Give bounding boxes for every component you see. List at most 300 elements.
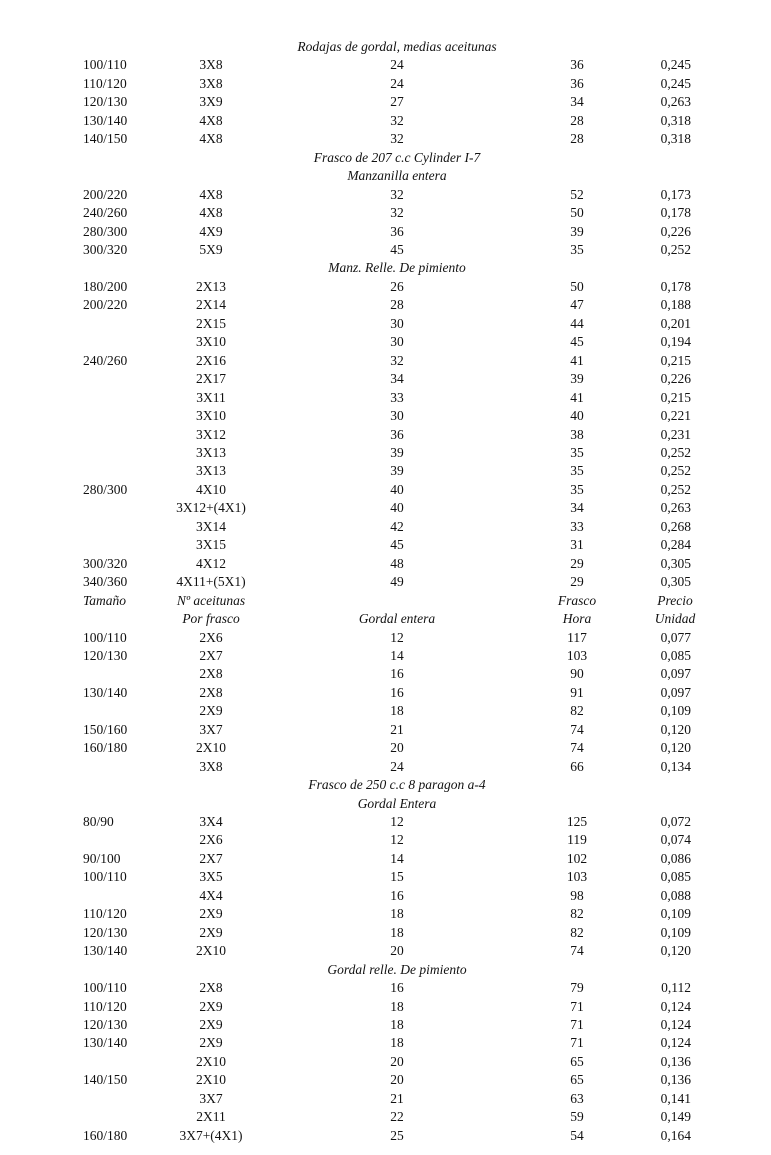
table-row [0, 352, 771, 370]
table-row [0, 1016, 771, 1034]
cell-olive-count: 2X8 [199, 980, 223, 996]
cell-jars-per-hour: 82 [570, 924, 584, 940]
cell-jars-per-hour: 82 [570, 906, 584, 922]
cell-olive-count: 3X9 [199, 94, 223, 110]
cell-olive-count: 3X11 [196, 389, 226, 405]
section-title-text: Gordal relle. De pimiento [327, 961, 467, 977]
table-row [0, 93, 771, 111]
cell-unit-price: 0,120 [660, 740, 691, 756]
cell-olive-count: 3X8 [199, 75, 223, 91]
cell-unit-price: 0,136 [660, 1053, 691, 1069]
table-row [0, 647, 771, 665]
section-title-text: Manzanilla entera [347, 168, 447, 184]
cell-olive-count: 2X13 [196, 278, 226, 294]
cell-unit-price: 0,178 [660, 205, 691, 221]
cell-olive-count: 4X9 [199, 223, 223, 239]
cell-unit-price: 0,252 [660, 481, 691, 497]
cell-unit-price: 0,226 [660, 371, 691, 387]
cell-units: 14 [390, 850, 404, 866]
cell-jars-per-hour: 34 [570, 94, 584, 110]
cell-size: 300/320 [83, 241, 128, 257]
cell-units: 30 [390, 315, 404, 331]
cell-olive-count: 3X10 [196, 408, 226, 424]
table-row [0, 278, 771, 296]
table-row [0, 315, 771, 333]
cell-olive-count: 2X9 [199, 998, 223, 1014]
cell-unit-price: 0,226 [660, 223, 691, 239]
cell-size: 120/130 [83, 647, 128, 663]
table-row [0, 573, 771, 591]
section-title-text: Frasco de 207 c.c Cylinder I-7 [313, 149, 481, 165]
cell-olive-count: 2X10 [196, 1072, 226, 1088]
table-row [0, 389, 771, 407]
header-jars-per-hour: Frasco [557, 592, 597, 608]
cell-jars-per-hour: 33 [570, 518, 584, 534]
cell-unit-price: 0,305 [660, 555, 691, 571]
cell-jars-per-hour: 74 [570, 943, 584, 959]
cell-size: 340/360 [83, 574, 128, 590]
table-row [0, 241, 771, 259]
cell-unit-price: 0,077 [660, 629, 691, 645]
cell-unit-price: 0,120 [660, 943, 691, 959]
cell-unit-price: 0,268 [660, 518, 691, 534]
table-row [0, 850, 771, 868]
cell-olive-count: 3X13 [196, 463, 226, 479]
table-row [0, 407, 771, 425]
cell-olive-count: 2X8 [199, 666, 223, 682]
cell-size: 240/260 [83, 352, 128, 368]
cell-olive-count: 2X9 [199, 906, 223, 922]
cell-olive-count: 2X9 [199, 1017, 223, 1033]
cell-unit-price: 0,284 [660, 537, 691, 553]
section-title-text: Rodajas de gordal, medias aceitunas [297, 39, 497, 54]
table-row [0, 739, 771, 757]
cell-jars-per-hour: 41 [570, 352, 584, 368]
cell-units: 20 [390, 1072, 404, 1088]
cell-jars-per-hour: 117 [567, 629, 587, 645]
cell-unit-price: 0,109 [660, 906, 691, 922]
cell-olive-count: 2X17 [196, 371, 226, 387]
cell-unit-price: 0,245 [660, 57, 691, 73]
table-row [0, 1127, 771, 1145]
cell-unit-price: 0,194 [660, 334, 691, 350]
cell-jars-per-hour: 71 [570, 1017, 584, 1033]
cell-units: 32 [390, 205, 404, 221]
section-title [0, 795, 771, 813]
cell-unit-price: 0,109 [660, 703, 691, 719]
cell-jars-per-hour: 52 [570, 186, 584, 202]
cell-unit-price: 0,164 [660, 1127, 691, 1143]
cell-size: 110/120 [83, 998, 127, 1014]
table-row [0, 702, 771, 720]
cell-jars-per-hour: 54 [570, 1127, 584, 1143]
cell-olive-count: 3X13 [196, 444, 226, 460]
cell-units: 14 [390, 647, 404, 663]
cell-units: 40 [390, 481, 404, 497]
cell-units: 36 [390, 223, 404, 239]
cell-olive-count: 2X9 [199, 924, 223, 940]
cell-units: 21 [390, 1090, 404, 1106]
cell-size: 300/320 [83, 555, 128, 571]
cell-jars-per-hour: 65 [570, 1053, 584, 1069]
cell-size: 130/140 [83, 943, 128, 959]
cell-units: 24 [390, 75, 404, 91]
cell-unit-price: 0,124 [660, 1017, 691, 1033]
cell-units: 39 [390, 444, 404, 460]
cell-units: 42 [390, 518, 404, 534]
cell-size: 180/200 [83, 278, 128, 294]
cell-olive-count: 2X6 [199, 629, 223, 645]
cell-olive-count: 2X6 [199, 832, 223, 848]
cell-size: 100/110 [83, 629, 127, 645]
cell-olive-count: 2X10 [196, 943, 226, 959]
cell-unit-price: 0,136 [660, 1072, 691, 1088]
cell-jars-per-hour: 41 [570, 389, 584, 405]
cell-jars-per-hour: 98 [570, 887, 584, 903]
cell-olive-count: 3X8 [199, 57, 223, 73]
cell-olive-count: 4X8 [199, 205, 223, 221]
cell-jars-per-hour: 29 [570, 555, 584, 571]
cell-olive-count: 3X12+(4X1) [176, 500, 246, 516]
cell-jars-per-hour: 119 [567, 832, 587, 848]
table-row [0, 1108, 771, 1126]
cell-units: 28 [390, 297, 404, 313]
cell-size: 150/160 [83, 721, 128, 737]
price-table [0, 38, 771, 1145]
cell-jars-per-hour: 82 [570, 703, 584, 719]
cell-unit-price: 0,221 [660, 408, 691, 424]
table-row [0, 942, 771, 960]
cell-jars-per-hour: 36 [570, 57, 584, 73]
cell-jars-per-hour: 91 [570, 684, 584, 700]
cell-jars-per-hour: 35 [570, 463, 584, 479]
cell-units: 27 [390, 94, 404, 110]
cell-units: 26 [390, 278, 404, 294]
section-title [0, 961, 771, 979]
cell-olive-count: 3X15 [196, 537, 226, 553]
cell-jars-per-hour: 35 [570, 241, 584, 257]
cell-units: 24 [390, 57, 404, 73]
cell-unit-price: 0,120 [660, 721, 691, 737]
cell-units: 12 [390, 814, 404, 830]
cell-units: 18 [390, 906, 404, 922]
cell-jars-per-hour: 31 [570, 537, 584, 553]
cell-unit-price: 0,252 [660, 463, 691, 479]
table-row [0, 1090, 771, 1108]
cell-jars-per-hour: 45 [570, 334, 584, 350]
cell-jars-per-hour: 63 [570, 1090, 584, 1106]
table-row [0, 721, 771, 739]
cell-olive-count: 2X9 [199, 1035, 223, 1051]
table-row [0, 130, 771, 148]
cell-size: 100/110 [83, 869, 127, 885]
cell-olive-count: 2X16 [196, 352, 226, 368]
cell-jars-per-hour: 71 [570, 1035, 584, 1051]
table-row [0, 56, 771, 74]
table-row [0, 979, 771, 997]
cell-jars-per-hour: 125 [566, 814, 588, 830]
cell-units: 40 [390, 500, 404, 516]
cell-olive-count: 4X12 [196, 555, 226, 571]
table-row [0, 462, 771, 480]
cell-units: 18 [390, 998, 404, 1014]
section-title [0, 259, 771, 277]
table-row [0, 426, 771, 444]
header-units: Gordal entera [358, 611, 436, 627]
cell-units: 24 [390, 758, 404, 774]
cell-jars-per-hour: 35 [570, 444, 584, 460]
cell-size: 140/150 [83, 131, 128, 147]
cell-olive-count: 3X10 [196, 334, 226, 350]
cell-unit-price: 0,188 [660, 297, 691, 313]
cell-size: 100/110 [83, 980, 127, 996]
cell-jars-per-hour: 103 [566, 869, 588, 885]
cell-units: 18 [390, 1035, 404, 1051]
cell-size: 140/150 [83, 1072, 128, 1088]
cell-units: 20 [390, 943, 404, 959]
cell-size: 200/220 [83, 186, 128, 202]
cell-unit-price: 0,085 [660, 869, 691, 885]
cell-olive-count: 4X10 [196, 481, 226, 497]
cell-jars-per-hour: 59 [570, 1109, 584, 1125]
table-row [0, 444, 771, 462]
cell-olive-count: 3X7 [199, 1090, 223, 1106]
cell-units: 16 [390, 666, 404, 682]
cell-units: 48 [390, 555, 404, 571]
table-row [0, 518, 771, 536]
table-row [0, 204, 771, 222]
cell-unit-price: 0,149 [660, 1109, 691, 1125]
cell-size: 280/300 [83, 223, 128, 239]
cell-jars-per-hour: 50 [570, 278, 584, 294]
cell-jars-per-hour: 74 [570, 740, 584, 756]
cell-unit-price: 0,112 [661, 980, 691, 996]
cell-olive-count: 4X4 [199, 887, 223, 903]
table-row [0, 905, 771, 923]
cell-size: 130/140 [83, 112, 128, 128]
cell-units: 12 [390, 832, 404, 848]
table-row [0, 370, 771, 388]
cell-olive-count: 2X7 [199, 850, 223, 866]
table-row [0, 629, 771, 647]
table-row [0, 665, 771, 683]
cell-units: 20 [390, 740, 404, 756]
cell-size: 110/120 [83, 906, 127, 922]
section-title-text: Frasco de 250 c.c 8 paragon a-4 [308, 777, 486, 793]
cell-unit-price: 0,109 [660, 924, 691, 940]
cell-olive-count: 3X12 [196, 426, 226, 442]
header-unit-price: Precio [657, 592, 693, 608]
cell-units: 20 [390, 1053, 404, 1069]
cell-units: 39 [390, 463, 404, 479]
cell-unit-price: 0,074 [660, 832, 691, 848]
cell-units: 32 [390, 352, 404, 368]
cell-units: 45 [390, 537, 404, 553]
cell-units: 18 [390, 703, 404, 719]
header-jars-per-hour: Hora [562, 611, 592, 627]
cell-olive-count: 3X5 [199, 869, 223, 885]
cell-units: 18 [390, 924, 404, 940]
table-row [0, 831, 771, 849]
cell-unit-price: 0,305 [660, 574, 691, 590]
table-row [0, 1034, 771, 1052]
table-row [0, 868, 771, 886]
cell-units: 32 [390, 112, 404, 128]
table-row [0, 296, 771, 314]
cell-olive-count: 4X8 [199, 112, 223, 128]
cell-unit-price: 0,124 [660, 998, 691, 1014]
cell-size: 130/140 [83, 1035, 128, 1051]
cell-units: 36 [390, 426, 404, 442]
cell-jars-per-hour: 39 [570, 223, 584, 239]
section-title [0, 149, 771, 167]
table-row [0, 112, 771, 130]
cell-olive-count: 4X8 [199, 131, 223, 147]
cell-unit-price: 0,124 [660, 1035, 691, 1051]
cell-olive-count: 4X11+(5X1) [176, 574, 246, 590]
cell-jars-per-hour: 38 [570, 426, 584, 442]
cell-units: 49 [390, 574, 404, 590]
cell-olive-count: 2X8 [199, 684, 223, 700]
cell-unit-price: 0,263 [660, 94, 691, 110]
cell-unit-price: 0,245 [660, 75, 691, 91]
cell-jars-per-hour: 50 [570, 205, 584, 221]
cell-units: 16 [390, 684, 404, 700]
cell-jars-per-hour: 40 [570, 408, 584, 424]
cell-jars-per-hour: 29 [570, 574, 584, 590]
cell-unit-price: 0,201 [660, 315, 691, 331]
cell-jars-per-hour: 103 [566, 647, 588, 663]
cell-olive-count: 2X15 [196, 315, 226, 331]
cell-jars-per-hour: 65 [570, 1072, 584, 1088]
cell-size: 160/180 [83, 740, 128, 756]
table-row [0, 223, 771, 241]
cell-size: 110/120 [83, 75, 127, 91]
cell-size: 90/100 [83, 850, 121, 866]
cell-unit-price: 0,318 [660, 112, 691, 128]
cell-units: 22 [390, 1109, 404, 1125]
cell-unit-price: 0,141 [660, 1090, 691, 1106]
cell-units: 16 [390, 887, 404, 903]
header-size: Tamaño [83, 592, 127, 608]
cell-olive-count: 3X7+(4X1) [179, 1127, 243, 1143]
cell-size: 120/130 [83, 924, 128, 940]
table-header-row [0, 610, 771, 628]
cell-unit-price: 0,173 [660, 186, 691, 202]
cell-jars-per-hour: 39 [570, 371, 584, 387]
section-title-text: Manz. Relle. De pimiento [328, 260, 466, 276]
cell-jars-per-hour: 74 [570, 721, 584, 737]
cell-units: 21 [390, 721, 404, 737]
cell-unit-price: 0,085 [660, 647, 691, 663]
cell-units: 30 [390, 408, 404, 424]
cell-olive-count: 4X8 [199, 186, 223, 202]
cell-size: 280/300 [83, 481, 128, 497]
cell-size: 130/140 [83, 684, 128, 700]
cell-jars-per-hour: 35 [570, 481, 584, 497]
table-row [0, 1053, 771, 1071]
cell-size: 160/180 [83, 1127, 128, 1143]
cell-units: 15 [390, 869, 404, 885]
cell-unit-price: 0,318 [660, 131, 691, 147]
cell-jars-per-hour: 44 [570, 315, 584, 331]
header-olive-count: Por frasco [182, 611, 240, 627]
cell-size: 80/90 [83, 814, 114, 830]
cell-units: 33 [390, 389, 404, 405]
cell-unit-price: 0,088 [660, 887, 691, 903]
cell-unit-price: 0,178 [660, 278, 691, 294]
cell-units: 18 [390, 1017, 404, 1033]
cell-olive-count: 5X9 [199, 241, 223, 257]
header-olive-count: Nº aceitunas [176, 592, 246, 608]
cell-olive-count: 3X4 [199, 814, 223, 830]
section-title [0, 776, 771, 794]
table-row [0, 887, 771, 905]
table-row [0, 333, 771, 351]
table-row [0, 75, 771, 93]
table-row [0, 499, 771, 517]
section-title-text: Gordal Entera [357, 795, 437, 811]
table-row [0, 481, 771, 499]
cell-unit-price: 0,215 [660, 352, 691, 368]
cell-olive-count: 2X7 [199, 647, 223, 663]
cell-size: 240/260 [83, 205, 128, 221]
cell-unit-price: 0,134 [660, 758, 691, 774]
cell-size: 100/110 [83, 57, 127, 73]
cell-unit-price: 0,252 [660, 241, 691, 257]
cell-jars-per-hour: 36 [570, 75, 584, 91]
cell-units: 25 [390, 1127, 404, 1143]
cell-jars-per-hour: 102 [566, 850, 588, 866]
cell-unit-price: 0,097 [660, 684, 691, 700]
cell-units: 16 [390, 980, 404, 996]
table-row [0, 924, 771, 942]
cell-olive-count: 3X7 [199, 721, 223, 737]
cell-units: 30 [390, 334, 404, 350]
cell-unit-price: 0,097 [660, 666, 691, 682]
cell-olive-count: 2X11 [196, 1109, 226, 1125]
cell-unit-price: 0,263 [660, 500, 691, 516]
table-row [0, 536, 771, 554]
table-row [0, 186, 771, 204]
cell-olive-count: 3X14 [196, 518, 226, 534]
cell-olive-count: 3X8 [199, 758, 223, 774]
table-row [0, 813, 771, 831]
cell-units: 34 [390, 371, 404, 387]
cell-units: 45 [390, 241, 404, 257]
table-row [0, 758, 771, 776]
cell-olive-count: 2X10 [196, 740, 226, 756]
cell-size: 200/220 [83, 297, 128, 313]
cell-size: 120/130 [83, 94, 128, 110]
table-row [0, 998, 771, 1016]
cell-jars-per-hour: 71 [570, 998, 584, 1014]
cell-jars-per-hour: 28 [570, 112, 584, 128]
cell-unit-price: 0,252 [660, 444, 691, 460]
table-row [0, 555, 771, 573]
table-row [0, 684, 771, 702]
cell-olive-count: 2X10 [196, 1053, 226, 1069]
section-title [0, 38, 771, 56]
cell-olive-count: 2X9 [199, 703, 223, 719]
cell-units: 12 [390, 629, 404, 645]
cell-unit-price: 0,072 [660, 814, 691, 830]
cell-olive-count: 2X14 [196, 297, 226, 313]
cell-jars-per-hour: 79 [570, 980, 584, 996]
cell-jars-per-hour: 34 [570, 500, 584, 516]
cell-jars-per-hour: 28 [570, 131, 584, 147]
cell-unit-price: 0,086 [660, 850, 691, 866]
